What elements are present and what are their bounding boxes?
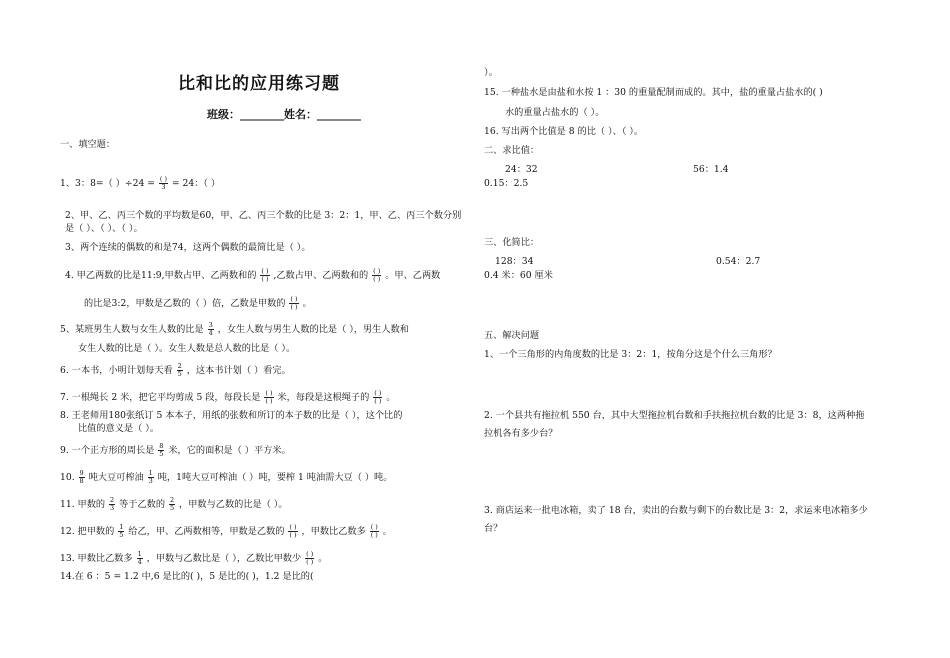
question-4-line1 bbox=[65, 268, 440, 283]
simplify-item-1: 128：34 bbox=[495, 256, 534, 267]
question-11 bbox=[60, 497, 288, 512]
q9-text-b: 米，它的面积是（ ）平方米。 bbox=[168, 445, 291, 456]
question-14: 14.在 6 ：5 = 1.2 中,6 是比的( )，5 是比的( )，1.2 是比的( bbox=[60, 571, 314, 582]
question-4-line2 bbox=[84, 296, 312, 311]
q12-text-b: 给乙，甲、乙两数相等，甲数是乙数的 bbox=[128, 526, 285, 537]
question-16: 16. 写出两个比值是 8 的比（ ）、（ ）。 bbox=[484, 126, 644, 137]
ratio-item-3: 0.15：2.5 bbox=[484, 178, 529, 189]
question-7 bbox=[60, 390, 395, 405]
q4-text-a: 4. 甲乙两数的比是11:9,甲数占甲、乙两数和的 bbox=[65, 270, 257, 281]
q10-fraction-1: $\frac{9}{8}$ bbox=[79, 469, 84, 485]
question-2-line2: 是（ ）、（ ）、（ ）。 bbox=[65, 223, 143, 234]
question-3: 3、两个连续的偶数的和是74，这两个偶数的最简比是（ ）。 bbox=[65, 242, 311, 253]
question-14-continued: ）。 bbox=[484, 67, 498, 78]
q1-fraction: ( ) 3 bbox=[159, 175, 167, 191]
q11-fraction-1: $\frac{2}{3}$ bbox=[110, 496, 115, 512]
q7-fraction-2: ( ) ( ) bbox=[374, 389, 382, 405]
page-title: 比和比的应用练习题 bbox=[178, 74, 340, 94]
q10-text-b: 吨大豆可榨油 bbox=[88, 472, 144, 483]
q11-fraction-2: $\frac{2}{5}$ bbox=[169, 496, 175, 512]
problem-1: 1、一个三角形的内角度数的比是 3：2：1，按角分这是个什么三角形？ bbox=[484, 349, 777, 360]
q9-fraction: $\frac{8}{5}$ bbox=[159, 442, 164, 458]
q4-fraction-3: ( ) ( ) bbox=[290, 295, 298, 311]
q1-text-a: 1、3：8=（ ）÷24 = bbox=[60, 178, 155, 189]
section-solve-problems: 五、解决问题 bbox=[484, 330, 540, 341]
q4-fraction-1: ( ) ( ) bbox=[261, 267, 269, 283]
section-find-ratio: 二、求比值： bbox=[484, 145, 540, 156]
q12-text-d: 。 bbox=[382, 526, 392, 537]
simplify-item-3: 0.4 米：60 厘米 bbox=[484, 270, 553, 281]
question-13 bbox=[60, 551, 327, 566]
q10-text-c: 吨，1吨大豆可榨油（ ）吨，要榨 1 吨油需大豆（ ）吨。 bbox=[157, 472, 393, 483]
ratio-item-2: 56：1.4 bbox=[693, 164, 729, 175]
question-5-line2: 女生人数的比是（ ）。女生人数是总人数的比是（ ）。 bbox=[78, 343, 296, 354]
q12-fraction-3: ( ) ( ) bbox=[370, 523, 378, 539]
q6-text-a: 6. 一本书，小明计划每天看 bbox=[60, 365, 173, 376]
q9-text-a: 9. 一个正方形的周长是 bbox=[60, 445, 155, 456]
q5-text-a: 5、某班男生人数与女生人数的比是 bbox=[60, 324, 204, 335]
problem-2-line2: 拉机各有多少台？ bbox=[484, 428, 558, 439]
section-simplify-ratio: 三、化简比： bbox=[484, 237, 540, 248]
q7-fraction-1: ( ) ( ) bbox=[265, 389, 273, 405]
q7-text-a: 7. 一根绳长 2 米，把它平均剪成 5 段，每段长是 bbox=[60, 392, 261, 403]
q1-text-b: = 24：（ ） bbox=[171, 178, 221, 189]
problem-2-line1: 2. 一个县共有拖拉机 550 台，其中大型拖拉机台数和手扶拖拉机台数的比是 3：8，这两种拖 bbox=[484, 410, 865, 421]
q4-fraction-2: ( ) ( ) bbox=[373, 267, 381, 283]
q13-fraction-2: ( ) ( ) bbox=[306, 550, 314, 566]
q5-text-b: ，女生人数与男生人数的比是（ ），男生人数和 bbox=[217, 324, 409, 335]
q10-fraction-2: $\frac{1}{3}$ bbox=[148, 469, 153, 485]
class-name-line: 班级：________姓名：________ bbox=[207, 108, 361, 121]
q12-text-c: ，甲数比乙数多 bbox=[301, 526, 366, 537]
q4-text-b: ,乙数占甲、乙两数和的 bbox=[273, 270, 369, 281]
q12-text-a: 12. 把甲数的 bbox=[60, 526, 115, 537]
question-1 bbox=[60, 176, 220, 191]
question-2-line1: 2、甲、乙、丙三个数的平均数是60，甲、乙、丙三个数的比是 3：2：1，甲、乙、丙三个数分别 bbox=[65, 210, 462, 221]
question-6 bbox=[60, 363, 291, 378]
q5-fraction: $\frac{3}{4}$ bbox=[208, 321, 213, 337]
q11-text-b: 等于乙数的 bbox=[119, 499, 166, 510]
q4-text-e: 。 bbox=[302, 298, 312, 309]
question-15-line1: 15. 一种盐水是由盐和水按 1 ：30 的重量配制而成的。其中，盐的重量占盐水的( ) bbox=[484, 87, 823, 98]
question-12 bbox=[60, 524, 392, 539]
ratio-item-1: 24：32 bbox=[505, 164, 538, 175]
question-5-line1 bbox=[60, 322, 409, 337]
q13-text-b: ，甲数与乙数比是（ ），乙数比甲数少 bbox=[146, 553, 302, 564]
q4-text-c: 。甲、乙两数 bbox=[385, 270, 441, 281]
q13-text-c: 。 bbox=[318, 553, 328, 564]
q4-text-d: 的比是3:2，甲数是乙数的（ ）倍，乙数是甲数的 bbox=[84, 298, 286, 309]
problem-3-line1: 3. 商店运来一批电冰箱，卖了 18 台，卖出的台数与剩下的台数比是 3：2，求运来电冰箱多少 bbox=[484, 505, 868, 516]
question-8-line2: 比值的意义是（ ）。 bbox=[78, 423, 160, 434]
question-15-line2: 水的重量占盐水的（ ）。 bbox=[505, 107, 605, 118]
q12-fraction-2: ( ) ( ) bbox=[289, 523, 297, 539]
section-fill-blank: 一、填空题： bbox=[60, 139, 116, 150]
question-9 bbox=[60, 443, 291, 458]
q6-text-b: ，这本书计划（ ）看完。 bbox=[186, 365, 291, 376]
simplify-item-2: 0.54：2.7 bbox=[716, 256, 761, 267]
problem-3-line2: 台？ bbox=[484, 523, 503, 534]
q11-text-c: ，甲数与乙数的比是（ ）。 bbox=[179, 499, 288, 510]
q12-fraction-1: $\frac{1}{5}$ bbox=[119, 523, 124, 539]
q11-text-a: 11. 甲数的 bbox=[60, 499, 106, 510]
q10-text-a: 10. bbox=[60, 472, 75, 483]
q7-text-b: 米，每段是这根绳子的 bbox=[277, 392, 370, 403]
question-10 bbox=[60, 470, 392, 485]
q7-text-c: 。 bbox=[386, 392, 396, 403]
q13-fraction-1: $\frac{1}{4}$ bbox=[137, 550, 142, 566]
question-8-line1: 8. 王老师用180张纸订 5 本本子，用纸的张数和所订的本子数的比是（ ），这个比的 bbox=[60, 410, 403, 421]
q6-fraction: $\frac{2}{5}$ bbox=[177, 362, 182, 378]
q13-text-a: 13. 甲数比乙数多 bbox=[60, 553, 133, 564]
